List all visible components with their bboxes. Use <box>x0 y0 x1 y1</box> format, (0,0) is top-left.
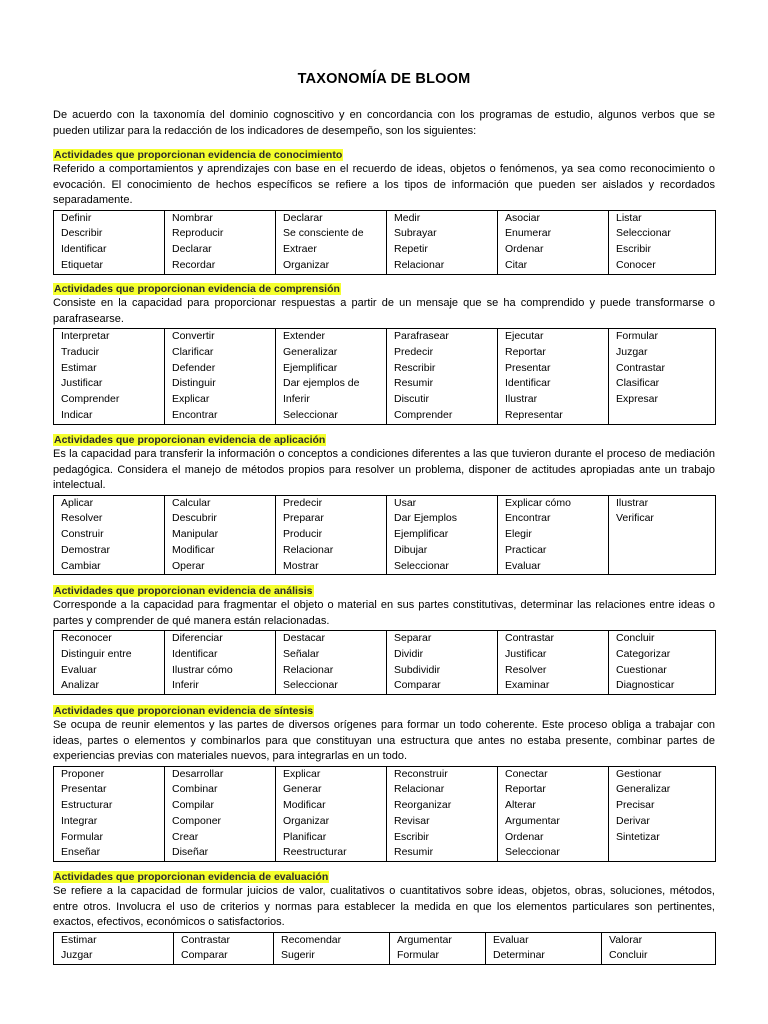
verb-item: Inferir <box>283 393 310 406</box>
section-description: Se ocupa de reunir elementos y las partes de diversos orígenes para formar un todo coherente. Este proceso obliga a trabajar con ideas, partes o elementos y combinarlos para que constituyan una estructura que antes no estaba presente, combinar partes de experiencias previas con materiales nuevos, para integrarlas en un todo. <box>53 719 715 762</box>
verb-item: Asociar <box>505 211 541 224</box>
verb-column <box>54 932 174 965</box>
verb-item: Explicar <box>283 767 321 780</box>
verb-item: Listar <box>616 211 642 224</box>
verb-item: Juzgar <box>61 949 93 962</box>
verb-item: Reportar <box>505 783 546 796</box>
verb-item: Resolver <box>505 663 547 676</box>
verbs-table <box>53 328 716 425</box>
verb-item: Distinguir entre <box>61 647 132 660</box>
verb-item <box>616 527 715 543</box>
verb-item: Citar <box>505 258 528 271</box>
verb-item: Formular <box>61 830 104 843</box>
verb-item: Integrar <box>61 814 98 827</box>
verb-column <box>276 495 387 575</box>
verb-item: Predecir <box>394 345 434 358</box>
verb-item: Cambiar <box>61 559 101 572</box>
intro-paragraph: De acuerdo con la taxonomía del dominio cognoscitivo y en concordancia con los programas de estudio, algunos verbos que se pueden utilizar para la redacción de los indicadores de desempeño, son los siguientes: <box>53 109 715 137</box>
verb-item: Convertir <box>172 330 215 342</box>
verb-item: Reconstruir <box>394 767 448 780</box>
verb-item: Discutir <box>394 393 430 406</box>
verb-item: Identificar <box>61 243 107 256</box>
verb-item: Modificar <box>172 543 215 556</box>
verb-item: Clasificar <box>616 377 660 390</box>
verb-item: Declarar <box>172 243 212 256</box>
verb-item: Reorganizar <box>394 799 452 812</box>
verb-item: Cuestionar <box>616 663 667 676</box>
verb-item <box>616 559 715 575</box>
verb-item: Subdividir <box>394 663 441 676</box>
section-conocimiento <box>53 148 715 275</box>
verb-item: Dar ejemplos de <box>283 377 360 390</box>
verb-item: Sugerir <box>281 949 315 962</box>
section-heading: Actividades que proporcionan evidencia de evaluación <box>54 871 329 883</box>
section-heading: Actividades que proporcionan evidencia de conocimiento <box>54 149 343 161</box>
section-heading: Actividades que proporcionan evidencia de síntesis <box>54 705 314 717</box>
verb-item: Ejecutar <box>505 330 544 342</box>
verb-column <box>276 329 387 425</box>
verb-column <box>165 631 276 695</box>
verb-item: Destacar <box>283 632 326 644</box>
verb-item: Combinar <box>172 783 218 796</box>
verb-item: Reportar <box>505 345 546 358</box>
verb-item: Relacionar <box>394 258 445 271</box>
verb-column <box>276 766 387 862</box>
section-comprension <box>53 282 715 425</box>
verbs-table <box>53 932 716 966</box>
verb-item: Presentar <box>61 783 107 796</box>
verb-item: Justificar <box>61 377 103 390</box>
verb-column <box>165 495 276 575</box>
verb-item: Nombrar <box>172 211 213 224</box>
verb-column <box>387 631 498 695</box>
verb-item: Seleccionar <box>616 227 671 240</box>
verb-item: Inferir <box>172 679 199 692</box>
verb-item: Medir <box>394 211 421 224</box>
verb-item: Examinar <box>505 679 550 692</box>
verb-item: Relacionar <box>283 663 334 676</box>
verb-item: Diferenciar <box>172 632 223 644</box>
verb-item: Aplicar <box>61 496 94 509</box>
verb-column <box>54 631 165 695</box>
verb-item: Comparar <box>181 949 228 962</box>
section-evaluacion <box>53 870 715 965</box>
verb-column <box>54 210 165 274</box>
verb-item: Clarificar <box>172 345 214 358</box>
verb-column <box>609 210 716 274</box>
verb-item: Interpretar <box>61 330 110 342</box>
verb-item: Resumir <box>394 846 434 859</box>
verb-column <box>274 932 390 965</box>
verb-column <box>54 329 165 425</box>
verb-item: Definir <box>61 211 92 224</box>
verb-column <box>174 932 274 965</box>
verb-column <box>387 210 498 274</box>
verb-column <box>498 495 609 575</box>
verb-item: Seleccionar <box>505 846 560 859</box>
verb-item: Ilustrar <box>505 393 538 406</box>
verb-item: Precisar <box>616 799 655 812</box>
verb-column <box>165 766 276 862</box>
verb-item: Identificar <box>172 647 218 660</box>
verb-column <box>54 495 165 575</box>
verb-item: Operar <box>172 559 205 572</box>
verb-item <box>616 543 715 559</box>
verb-item: Desarrollar <box>172 767 224 780</box>
verb-item: Conectar <box>505 767 548 780</box>
verb-item: Encontrar <box>505 512 551 525</box>
verb-column <box>486 932 602 965</box>
verb-item: Manipular <box>172 528 219 541</box>
verb-item: Contrastar <box>181 933 231 946</box>
verb-item: Identificar <box>505 377 551 390</box>
verb-item: Analizar <box>61 679 99 692</box>
verb-item: Planificar <box>283 830 327 843</box>
verb-item <box>616 408 715 424</box>
verb-item: Valorar <box>609 933 643 946</box>
section-description: Se refiere a la capacidad de formular juicios de valor, cualitativos o cuantitativos sobre ideas, objetos, obras, soluciones, métodos, entre otros. Involucra el uso de criterios y normas para establecer la medida en que los elementos particulares son pertinentes, exactos, efectivos, económicos o satisfactorios. <box>53 885 715 928</box>
verb-column <box>498 329 609 425</box>
verb-item: Distinguir <box>172 377 216 390</box>
verb-item: Subrayar <box>394 227 437 240</box>
verb-item: Ejemplificar <box>283 361 338 374</box>
verb-item: Ilustrar cómo <box>172 663 233 676</box>
verb-item: Generalizar <box>616 783 671 796</box>
verb-column <box>165 329 276 425</box>
verb-item: Modificar <box>283 799 326 812</box>
verb-item: Reestructurar <box>283 846 347 859</box>
verb-item: Demostrar <box>61 543 111 556</box>
verb-column <box>498 631 609 695</box>
verb-item: Evaluar <box>493 933 529 946</box>
verb-item: Evaluar <box>505 559 541 572</box>
verb-item: Alterar <box>505 799 536 812</box>
verb-item: Juzgar <box>616 345 648 358</box>
verb-item: Reproducir <box>172 227 224 240</box>
verb-item: Gestionar <box>616 767 662 780</box>
verb-item: Comprender <box>394 408 453 421</box>
verb-item: Organizar <box>283 258 330 271</box>
verb-item: Componer <box>172 814 222 827</box>
verb-item: Extender <box>283 330 326 342</box>
verb-item: Compilar <box>172 799 215 812</box>
verb-item: Relacionar <box>283 543 334 556</box>
verb-item: Describir <box>61 227 103 240</box>
verb-column <box>498 766 609 862</box>
verb-column <box>387 495 498 575</box>
verb-item: Dibujar <box>394 543 428 556</box>
verb-item: Presentar <box>505 361 551 374</box>
verbs-table <box>53 630 716 695</box>
verb-item: Declarar <box>283 211 323 224</box>
verb-item: Recomendar <box>281 933 342 946</box>
verb-item: Contrastar <box>616 361 666 374</box>
verb-item: Estructurar <box>61 799 113 812</box>
verb-item: Argumentar <box>505 814 560 827</box>
verb-column <box>276 210 387 274</box>
verb-item: Crear <box>172 830 199 843</box>
section-description: Consiste en la capacidad para proporcionar respuestas a partir de un mensaje que se ha comprendido y puede transformarse o parafrasearse. <box>53 297 715 325</box>
verb-item: Justificar <box>505 647 547 660</box>
verb-item: Construir <box>61 528 104 541</box>
verb-column <box>602 932 716 965</box>
verb-item: Explicar cómo <box>505 496 571 509</box>
verb-item: Escribir <box>616 243 652 256</box>
verb-item: Verificar <box>616 512 654 525</box>
section-description: Referido a comportamientos y aprendizajes con base en el recuerdo de ideas, objetos o fenómenos, ya sea como reconocimiento o evocación. El conocimiento de hechos específicos se refiere a los tipos de información que pueden ser aislados y recordados separadamente. <box>53 163 715 206</box>
verb-item: Dar Ejemplos <box>394 512 458 525</box>
verb-item: Ejemplificar <box>394 528 449 541</box>
verb-item: Generar <box>283 783 322 796</box>
verb-item: Ordenar <box>505 830 544 843</box>
verb-column <box>609 329 716 425</box>
verb-column <box>387 329 498 425</box>
verb-item: Expresar <box>616 393 659 406</box>
verb-column <box>609 631 716 695</box>
section-aplicacion <box>53 433 715 575</box>
verb-column <box>276 631 387 695</box>
verb-item: Relacionar <box>394 783 445 796</box>
verb-column <box>387 766 498 862</box>
verb-item: Seleccionar <box>394 559 449 572</box>
verb-item: Comprender <box>61 393 120 406</box>
verb-item <box>616 845 715 861</box>
verb-item: Usar <box>394 496 417 509</box>
verb-item: Traducir <box>61 345 100 358</box>
verb-item: Señalar <box>283 647 320 660</box>
document-title: TAXONOMÍA DE BLOOM <box>297 71 471 87</box>
verb-item: Diseñar <box>172 846 209 859</box>
verb-item: Derivar <box>616 814 650 827</box>
verb-item: Representar <box>505 408 563 421</box>
verb-item: Ordenar <box>505 243 544 256</box>
verb-item: Se consciente de <box>283 227 364 240</box>
verb-item: Conocer <box>616 258 656 271</box>
verb-item: Calcular <box>172 496 211 509</box>
verb-item: Categorizar <box>616 647 671 660</box>
verbs-table <box>53 766 716 863</box>
verb-item: Dividir <box>394 647 424 660</box>
section-heading: Actividades que proporcionan evidencia de análisis <box>54 585 313 597</box>
verb-item: Encontrar <box>172 408 218 421</box>
verb-item: Predecir <box>283 496 323 509</box>
verb-item: Ilustrar <box>616 496 649 509</box>
verb-item: Resolver <box>61 512 103 525</box>
verb-column <box>390 932 486 965</box>
verb-column <box>609 495 716 575</box>
verb-item: Contrastar <box>505 632 555 644</box>
verb-item: Explicar <box>172 393 210 406</box>
verb-item: Organizar <box>283 814 330 827</box>
verb-item: Estimar <box>61 933 97 946</box>
verb-item: Indicar <box>61 408 93 421</box>
verbs-table <box>53 210 716 275</box>
verb-item: Comparar <box>394 679 441 692</box>
section-heading: Actividades que proporcionan evidencia de comprensión <box>54 283 340 295</box>
verb-item: Mostrar <box>283 559 319 572</box>
verb-item: Recordar <box>172 258 216 271</box>
section-description: Es la capacidad para transferir la información o conceptos a condiciones diferentes a las que tuvieron durante el proceso de mediación pedagógica. Considera el manejo de métodos propios para resolver un problema, disponer de actitudes apropiadas ante un trabajo intelectual. <box>53 448 715 491</box>
verb-item: Rescribir <box>394 361 436 374</box>
verb-column <box>609 766 716 862</box>
verb-item: Formular <box>397 949 440 962</box>
verb-item: Sintetizar <box>616 830 660 843</box>
verb-item: Seleccionar <box>283 679 338 692</box>
verb-item: Etiquetar <box>61 258 104 271</box>
verb-item: Resumir <box>394 377 434 390</box>
verb-item: Reconocer <box>61 632 112 644</box>
verb-item: Argumentar <box>397 933 452 946</box>
verb-item: Defender <box>172 361 216 374</box>
verb-item: Extraer <box>283 243 317 256</box>
verb-item: Revisar <box>394 814 430 827</box>
verb-column <box>54 766 165 862</box>
verb-column <box>498 210 609 274</box>
verb-item: Enumerar <box>505 227 552 240</box>
verb-item: Estimar <box>61 361 97 374</box>
verb-item: Evaluar <box>61 663 97 676</box>
section-heading: Actividades que proporcionan evidencia de aplicación <box>54 434 326 446</box>
verb-item: Escribir <box>394 830 430 843</box>
verb-item: Concluir <box>609 949 648 962</box>
section-analisis <box>53 584 715 695</box>
verb-column <box>165 210 276 274</box>
verb-item: Generalizar <box>283 345 338 358</box>
verb-item: Parafrasear <box>394 330 449 342</box>
verb-item: Separar <box>394 632 432 644</box>
verb-item: Practicar <box>505 543 547 556</box>
section-sintesis <box>53 704 715 862</box>
verb-item: Descubrir <box>172 512 217 525</box>
verb-item: Concluir <box>616 632 655 644</box>
verb-item: Diagnosticar <box>616 679 675 692</box>
verb-item: Formular <box>616 330 659 342</box>
verb-item: Seleccionar <box>283 408 338 421</box>
verb-item: Enseñar <box>61 846 101 859</box>
verb-item: Producir <box>283 528 323 541</box>
section-description: Corresponde a la capacidad para fragmentar el objeto o material en sus partes constitutivas, determinar las relaciones entre ideas o partes y comprender de qué manera están relacionadas. <box>53 599 715 627</box>
verb-item: Repetir <box>394 243 428 256</box>
verb-item: Proponer <box>61 767 105 780</box>
verb-item: Preparar <box>283 512 324 525</box>
verb-item: Elegir <box>505 528 532 541</box>
verbs-table <box>53 495 716 576</box>
verb-item: Determinar <box>493 949 545 962</box>
